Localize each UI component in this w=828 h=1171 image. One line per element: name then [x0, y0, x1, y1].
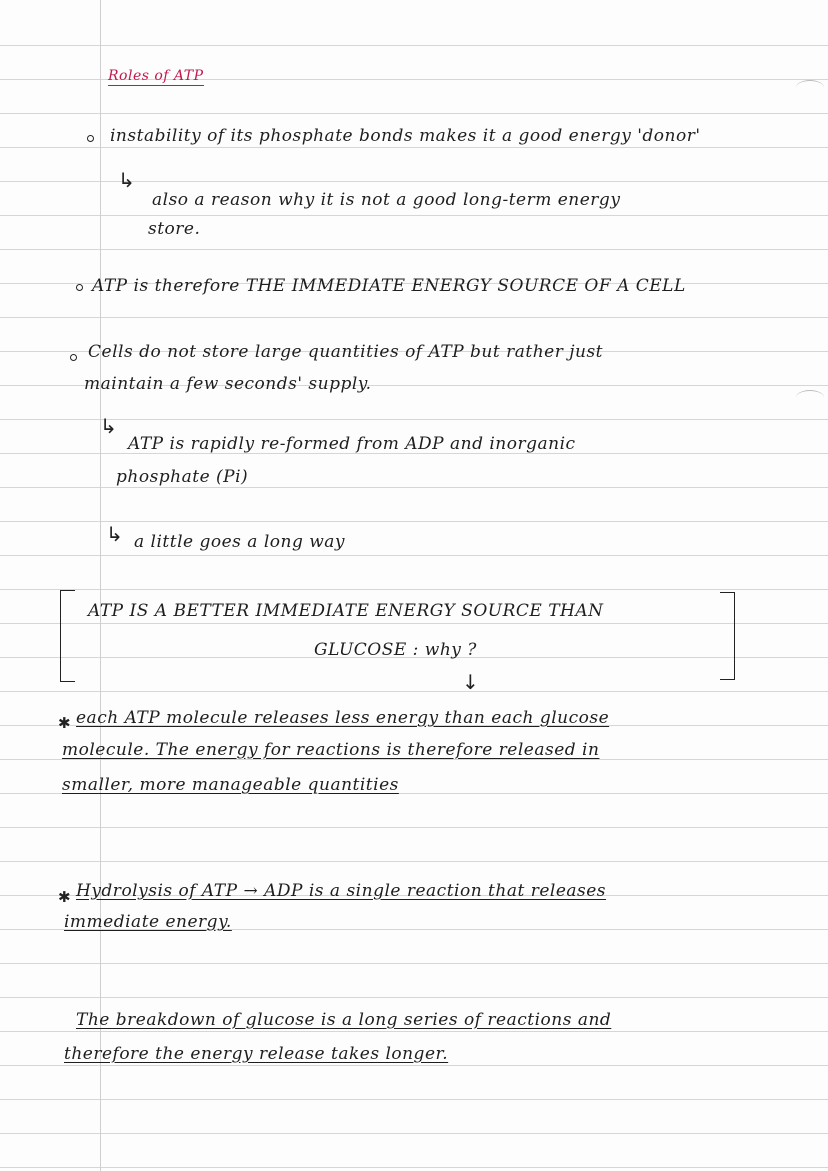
note-line: ATP is rapidly re-formed from ADP and inorganic [128, 434, 576, 454]
note-heading: GLUCOSE : why ? [314, 640, 477, 660]
page-curl-mark [796, 390, 824, 405]
note-line: smaller, more manageable quantities [62, 775, 399, 795]
hook-arrow-icon: ↳ [100, 414, 117, 438]
right-bracket [720, 592, 735, 680]
bullet-point [76, 284, 83, 291]
note-line: The breakdown of glucose is a long series of reactions and [76, 1010, 612, 1030]
note-line: molecule. The energy for reactions is therefore released in [62, 740, 600, 760]
note-line: instability of its phosphate bonds makes it a good energy 'donor' [110, 126, 701, 146]
bullet-point [87, 135, 94, 142]
note-line: a little goes a long way [134, 532, 346, 552]
hook-arrow-icon: ↳ [106, 522, 123, 546]
page-curl-mark [796, 80, 824, 95]
note-line: store. [148, 219, 201, 239]
left-bracket [60, 590, 75, 682]
note-line: therefore the energy release takes longer. [64, 1044, 449, 1064]
star-icon: ✱ [58, 888, 71, 906]
note-line: each ATP molecule releases less energy than each glucose [76, 708, 610, 728]
note-line: phosphate (Pi) [116, 467, 249, 487]
note-line: ATP is therefore THE IMMEDIATE ENERGY SOURCE OF A CELL [92, 276, 686, 296]
note-line: Hydrolysis of ATP → ADP is a single reaction that releases [76, 881, 607, 901]
margin-line [100, 0, 101, 1171]
page-title: Roles of ATP [108, 68, 204, 84]
note-line: Cells do not store large quantities of ATP but rather just [88, 342, 604, 362]
note-heading: ATP IS A BETTER IMMEDIATE ENERGY SOURCE THAN [88, 601, 604, 621]
note-line: also a reason why it is not a good long-term energy [152, 190, 621, 210]
note-line: maintain a few seconds' supply. [84, 374, 372, 394]
down-arrow-icon: ↓ [462, 670, 479, 694]
star-icon: ✱ [58, 714, 71, 732]
bullet-point [70, 354, 77, 361]
hook-arrow-icon: ↳ [118, 168, 135, 192]
note-line: immediate energy. [64, 912, 232, 932]
